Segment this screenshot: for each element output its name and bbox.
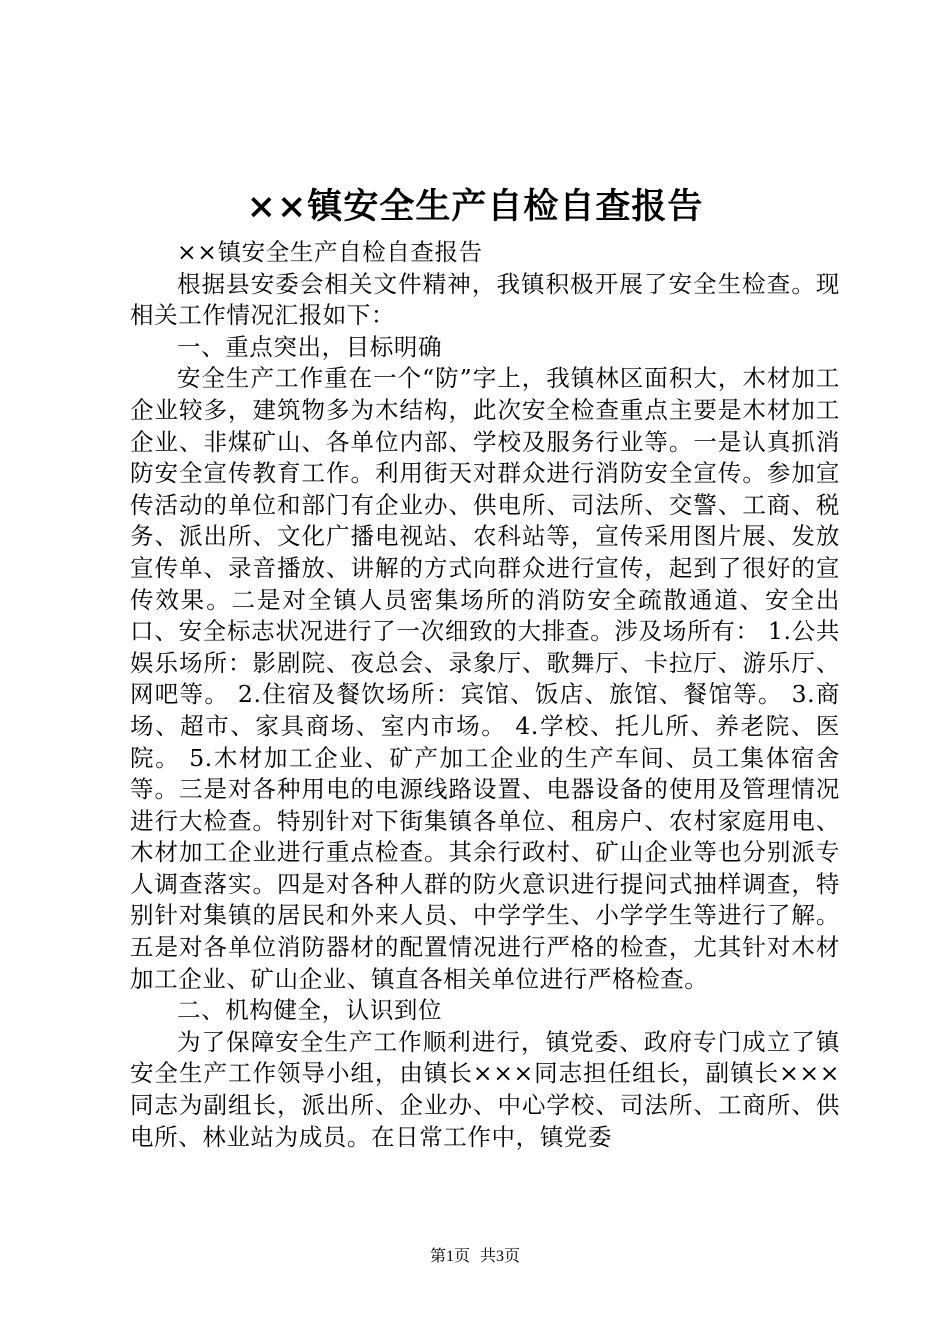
- document-title: ××镇安全生产自检自查报告: [246, 186, 704, 227]
- section-1-paragraph: 安全生产工作重在一个“防”字上，我镇林区面积大，木材加工企业较多，建筑物多为木结构，此次安全检查重点主要是木材加工企业、非煤矿山、各单位内部、学校及服务行业等。一是认真抓消防安全宣传教育工作。利用街天对群众进行消防安全宣传。参加宣传活动的单位和部门有企业办、供电所、司法所、交警、工商、税务、派出所、文化广播电视站、农科站等，宣传采用图片展、发放宣传单、录音播放、讲解的方式向群众进行宣传，起到了很好的宣传效果。二是对全镇人员密集场所的消防安全疏散通道、安全出口、安全标志状况进行了一次细致的大排查。涉及场所有： 1.公共娱乐场所：影剧院、夜总会、录象厅、歌舞厅、卡拉厅、游乐厅、网吧等。 2.住宿及餐饮场所：宾馆、饭店、旅馆、餐馆等。 3.商场、超市、家具商场、室内市场。 4.学校、托儿所、养老院、医院。 5.木材加工企业、矿产加工企业的生产车间、员工集体宿舍等。三是对各种用电的电源线路设置、电器设备的使用及管理情况进行大检查。特别针对下街集镇各单位、租房户、农村家庭用电、木材加工企业进行重点检查。其余行政村、矿山企业等也分别派专人调查落实。四是对各种人群的防火意识进行提问式抽样调查，特别针对集镇的居民和外来人员、中学学生、小学学生等进行了解。五是对各单位消防器材的配置情况进行严格的检查，尤其针对木材加工企业、矿山企业、镇直各相关单位进行严格检查。: [130, 364, 840, 993]
- section-heading-2: 二、机构健全，认识到位: [177, 996, 443, 1025]
- page-number: 第1页: [429, 1248, 470, 1265]
- section-heading-1: 一、重点突出，目标明确: [177, 332, 443, 361]
- document-body: [130, 237, 840, 1153]
- subtitle-paragraph: ××镇安全生产自检自查报告: [177, 238, 483, 266]
- page-total: 共3页: [480, 1248, 521, 1265]
- intro-paragraph: 根据县安委会相关文件精神，我镇积极开展了安全生检查。现相关工作情况汇报如下：: [130, 269, 840, 330]
- section-2-paragraph: 为了保障安全生产工作顺利进行，镇党委、政府专门成立了镇安全生产工作领导小组，由镇长×××同志担任组长，副镇长×××同志为副组长，派出所、企业办、中心学校、司法所、工商所、供电所、林业站为成员。在日常工作中，镇党委: [130, 1027, 840, 1151]
- page-footer: [0, 1247, 950, 1267]
